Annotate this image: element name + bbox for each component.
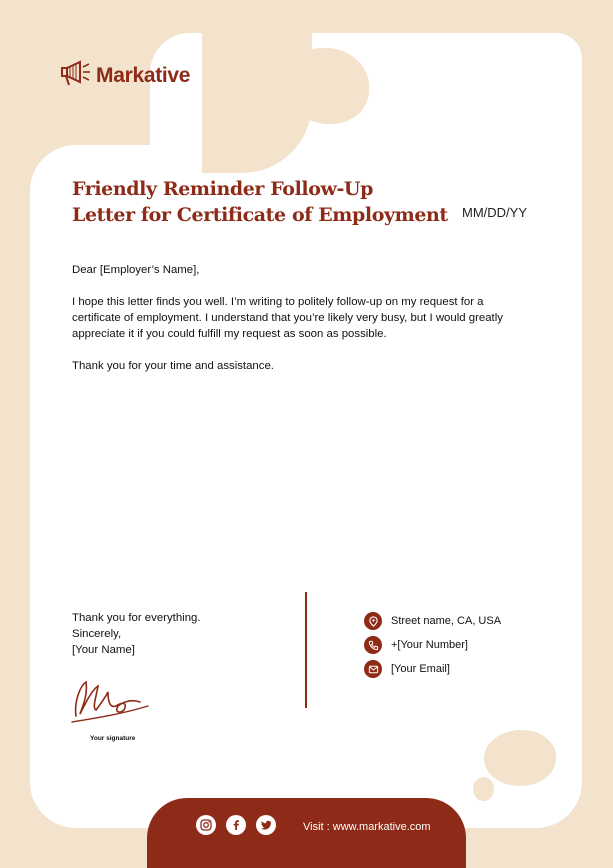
body-paragraph: Thank you for your time and assistance.: [72, 360, 274, 372]
phone-icon: [364, 636, 382, 654]
letter-title: [72, 176, 452, 228]
contact-phone: [364, 636, 501, 654]
vertical-divider: [305, 592, 307, 708]
letter-body: [72, 262, 532, 390]
handwritten-signature: [68, 672, 152, 731]
phone-text: +[Your Number]: [391, 639, 468, 651]
body-paragraph: I hope this letter finds you well. I’m writing to politely follow-up on my request for a certificate of employment. I understand that you’re likely very busy, but I would greatly appreciate it if you could fulfill my request as soon as possible.: [72, 296, 503, 340]
letter-title-line: Letter for Certificate of Employment: [72, 204, 448, 226]
website-link[interactable]: Visit : www.markative.com: [303, 821, 431, 833]
closing-line: Thank you for everything.: [72, 612, 201, 624]
letter-closing: [72, 610, 201, 658]
decorative-blob: [484, 730, 556, 786]
mail-icon: [364, 660, 382, 678]
letter-date: MM/DD/YY: [462, 205, 527, 220]
twitter-icon[interactable]: [256, 815, 276, 835]
brand-logo: [58, 58, 190, 93]
signature-label: Your signature: [90, 735, 136, 742]
contact-list: [364, 612, 501, 684]
sender-name: [Your Name]: [72, 644, 135, 656]
letter-title-line: Friendly Reminder Follow-Up: [72, 178, 373, 200]
decorative-blob: [255, 112, 294, 143]
closing-line: Sincerely,: [72, 628, 122, 640]
contact-address: [364, 612, 501, 630]
decorative-blob: [473, 777, 494, 801]
location-pin-icon: [364, 612, 382, 630]
facebook-icon[interactable]: [226, 815, 246, 835]
instagram-icon[interactable]: [196, 815, 216, 835]
contact-email: [364, 660, 501, 678]
megaphone-icon: [58, 58, 92, 93]
social-links: [196, 815, 276, 835]
email-text: [Your Email]: [391, 663, 450, 675]
brand-name: Markative: [96, 63, 191, 87]
footer-bar: [147, 798, 466, 868]
salutation: Dear [Employer’s Name],: [72, 264, 200, 276]
address-text: Street name, CA, USA: [391, 615, 502, 627]
